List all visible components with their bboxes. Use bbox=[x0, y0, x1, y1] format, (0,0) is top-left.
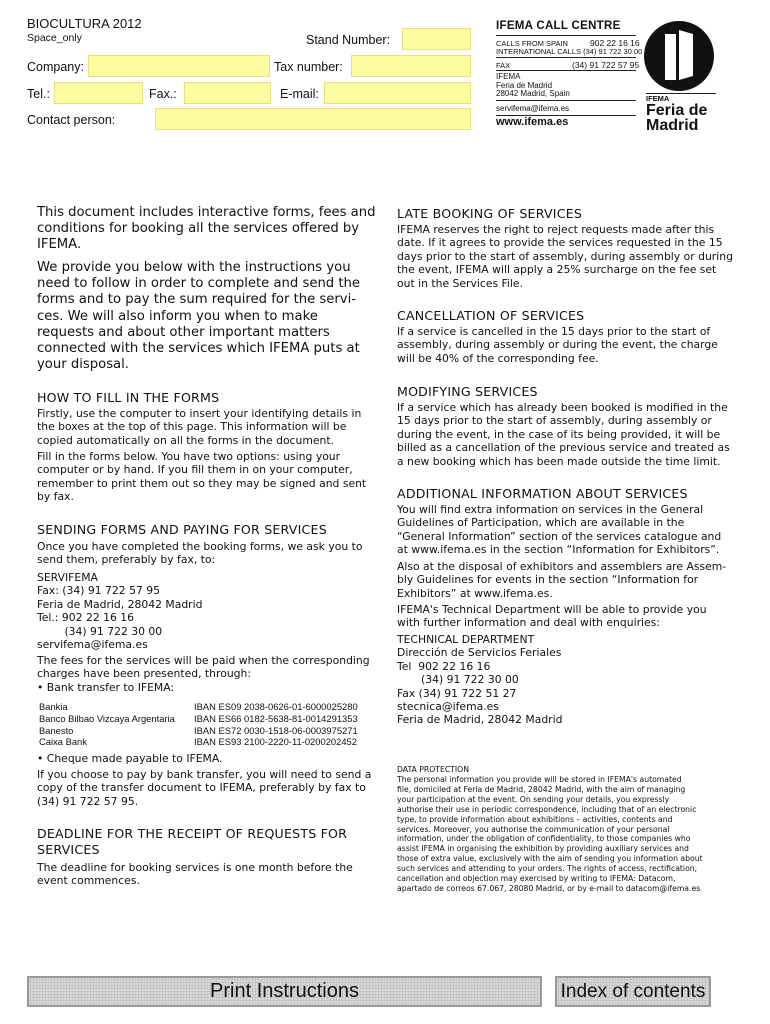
technical-department: TECHNICAL DEPARTMENT Dirección de Servicios Feriales Tel 902 22 16 16 (34) 91 722 30 00 Fax (34) 91 722 51 27 stecnica@ifema.es Feria de Madrid, 28042 Madrid bbox=[397, 633, 563, 727]
divider bbox=[496, 57, 636, 58]
additional-info-paragraph-2: Also at the disposal of exhibitors and assemblers are Assem- bly Guidelines for events in the section “Information for Exhibitors” at www.ifema.es. bbox=[397, 560, 727, 600]
how-to-fill-heading: HOW TO FILL IN THE FORMS bbox=[37, 390, 220, 405]
bank-list bbox=[39, 701, 384, 748]
late-booking-paragraph: IFEMA reserves the right to reject requests made after this date. If it agrees to provide the services requested in the 15 days prior to the start of assembly, during assembly or during the event, IFEMA will apply a 25% surcharge on the fee set out in the Services File. bbox=[397, 223, 733, 290]
late-booking-heading: LATE BOOKING OF SERVICES bbox=[397, 206, 583, 221]
tax-number-label: Tax number: bbox=[274, 60, 343, 74]
email-link[interactable]: servifema@ifema.es bbox=[496, 104, 570, 113]
intro-paragraph-2: We provide you below with the instructions you need to follow in order to complete and send the forms and to pay the sum required for the servi- ces. We will also inform you when to make requests and about other important matters connected with the services which IFEMA puts at your disposal. bbox=[37, 260, 361, 373]
bank-name: Caixa Bank bbox=[39, 736, 87, 748]
modifying-heading: MODIFYING SERVICES bbox=[397, 384, 538, 399]
sending-forms-heading: SENDING FORMS AND PAYING FOR SERVICES bbox=[37, 522, 327, 537]
logo-name-line: Madrid bbox=[646, 117, 699, 134]
fax-label-cc: FAX bbox=[496, 61, 511, 70]
bank-row bbox=[39, 713, 384, 725]
company-label: Company: bbox=[27, 60, 84, 74]
contact-person-label: Contact person: bbox=[27, 113, 116, 127]
divider bbox=[496, 70, 636, 71]
fax-label: Fax.: bbox=[149, 87, 177, 101]
bank-iban: IBAN ES09 2038-0626-01-6000025280 bbox=[194, 701, 358, 712]
how-to-fill-paragraph-2: Fill in the forms below. You have two options: using your computer or by hand. If you fill them in on your computer, remember to print them out so they may be signed and sent by fax. bbox=[37, 450, 367, 504]
bank-name: Bankia bbox=[39, 701, 68, 712]
bank-iban: IBAN ES66 0182-5638-81-0014291353 bbox=[194, 712, 358, 724]
tel-input[interactable] bbox=[54, 82, 143, 104]
index-of-contents-button[interactable]: Index of contents bbox=[555, 976, 711, 1007]
address-line: 28042 Madrid, Spain bbox=[496, 89, 570, 99]
ifema-logo-icon bbox=[643, 20, 715, 92]
intro-paragraph-1: This document includes interactive forms, fees and conditions for booking all the services offered by IFEMA. bbox=[37, 205, 376, 253]
bank-iban: IBAN ES93 2100-2220-11-0200202452 bbox=[194, 736, 357, 748]
company-input[interactable] bbox=[88, 55, 270, 77]
address-line: IFEMA bbox=[496, 72, 521, 81]
international-calls: INTERNATIONAL CALLS (34) 91 722 30 00 bbox=[496, 47, 643, 56]
stand-number-label: Stand Number: bbox=[306, 33, 391, 47]
email-label: E-mail: bbox=[280, 87, 319, 101]
calls-spain-label: CALLS FROM SPAIN bbox=[496, 39, 568, 48]
space-type: Space_only bbox=[27, 32, 82, 44]
cancellation-paragraph: If a service is cancelled in the 15 days prior to the start of assembly, during assembly or during the event, the charge will be 40% of the corresponding fee. bbox=[397, 325, 718, 365]
deadline-paragraph: The deadline for booking services is one month before the event commences. bbox=[37, 861, 353, 888]
fax-number: (34) 91 722 57 95 bbox=[572, 60, 640, 70]
bank-row bbox=[39, 725, 384, 737]
fees-paragraph: The fees for the services will be paid when the corresponding charges have been presented, through: • Bank transfer to IFEMA: bbox=[37, 654, 370, 694]
modifying-paragraph: If a service which has already been booked is modified in the 15 days prior to the start of assembly, during assembly or during the event, in the case of its being provided, it will be billed as a cancellation of the previous service and treated as a new booking which has been made outside the time limit. bbox=[397, 401, 730, 468]
cheque-option: • Cheque made payable to IFEMA. bbox=[37, 752, 223, 765]
logo-brand: IFEMA bbox=[646, 94, 670, 103]
bank-name: Banco Bilbao Vizcaya Argentaria bbox=[39, 712, 175, 724]
deadline-heading: DEADLINE FOR THE RECEIPT OF REQUESTS FOR SERVICES bbox=[37, 826, 348, 857]
stand-number-input[interactable] bbox=[402, 28, 471, 50]
data-protection-text: The personal information you provide will be stored in IFEMA's automated file, domiciled at Feria de Madrid, 28042 Madrid, with the aim of managing your participation at the event. On sending your details, you expressly authorise their use in periodic correspondence, including that of an electronic type, to provide information about exhibitions – activities, contents and services. Moreover, you authorise the communication of your personal information, under the obligation of confidentiality, to those companies who assist IFEMA in organising the exhibition by providing auxiliary services and those of extra value, exclusively with the aim of sending you information about such services and attending to your orders. The rights of access, rectification, cancellation and objection may exercised by writing to IFEMA: Datacom, apartado de correos 67.067, 28080 Madrid, or by e-mail to datacom@ifema.es bbox=[397, 775, 703, 893]
sending-forms-paragraph: Once you have completed the booking forms, we ask you to send them, preferably by fax, to: bbox=[37, 540, 363, 567]
transfer-paragraph: If you choose to pay by bank transfer, you will need to send a copy of the transfer document to IFEMA, preferably by fax to (34) 91 722 57 95. bbox=[37, 768, 372, 808]
servifema-contact: SERVIFEMA Fax: (34) 91 722 57 95 Feria de Madrid, 28042 Madrid Tel.: 902 22 16 16 (34) 91 722 30 00 servifema@ifema.es bbox=[37, 571, 203, 652]
event-title: BIOCULTURA 2012 bbox=[27, 16, 142, 31]
divider bbox=[496, 100, 636, 101]
bank-row bbox=[39, 736, 384, 748]
website-link[interactable]: www.ifema.es bbox=[496, 116, 569, 128]
additional-info-heading: ADDITIONAL INFORMATION ABOUT SERVICES bbox=[397, 486, 688, 501]
bank-name: Banesto bbox=[39, 724, 74, 736]
contact-person-input[interactable] bbox=[155, 108, 471, 130]
how-to-fill-paragraph-1: Firstly, use the computer to insert your identifying details in the boxes at the top of this page. This information will be copied automatically on all the forms in the document. bbox=[37, 407, 362, 447]
address bbox=[496, 73, 570, 99]
logo-name-line: Feria de bbox=[646, 102, 708, 119]
divider bbox=[496, 35, 636, 36]
print-instructions-button[interactable]: Print Instructions bbox=[27, 976, 542, 1007]
cancellation-heading: CANCELLATION OF SERVICES bbox=[397, 308, 585, 323]
logo-name bbox=[646, 95, 707, 133]
call-centre-title: IFEMA CALL CENTRE bbox=[496, 20, 621, 32]
bank-row bbox=[39, 701, 384, 713]
address-line: Feria de Madrid bbox=[496, 80, 553, 90]
additional-info-paragraph-1: You will find extra information on services in the General Guidelines of Participation, which are available in the “General Information” section of the services catalogue and at www.ifema.es in the section “Information for Exhibitors”. bbox=[397, 503, 722, 557]
fax-input[interactable] bbox=[184, 82, 271, 104]
additional-info-paragraph-3: IFEMA's Technical Department will be able to provide you with further information and deal with enquiries: bbox=[397, 603, 707, 630]
bank-iban: IBAN ES72 0030-1518-06-0003975271 bbox=[194, 724, 358, 736]
tel-label: Tel.: bbox=[27, 87, 50, 101]
calls-spain-number: 902 22 16 16 bbox=[590, 38, 640, 48]
data-protection-heading: DATA PROTECTION bbox=[397, 765, 469, 774]
email-input[interactable] bbox=[324, 82, 471, 104]
tax-number-input[interactable] bbox=[351, 55, 471, 77]
